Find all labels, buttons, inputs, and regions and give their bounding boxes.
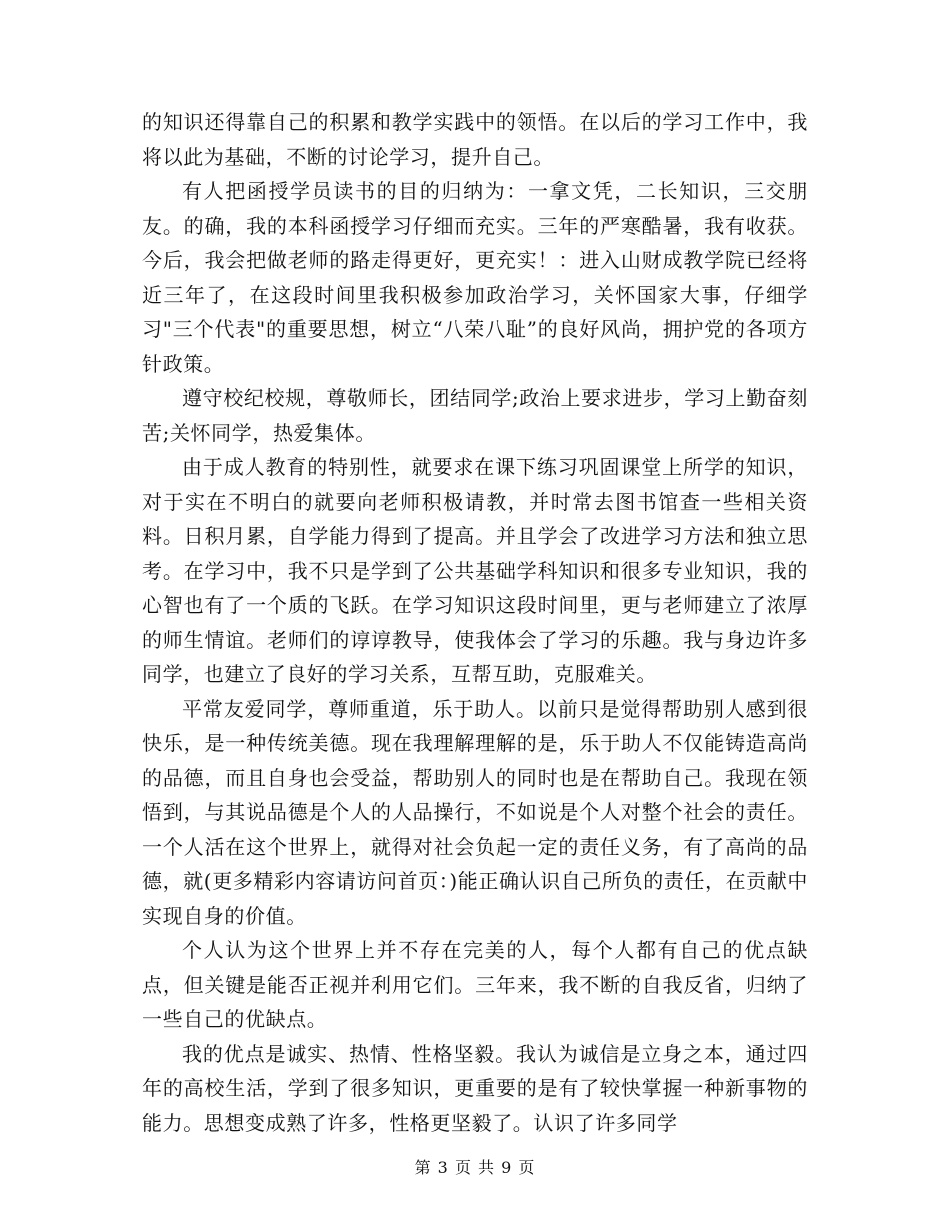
paragraph-self-reflection: 个人认为这个世界上并不存在完美的人，每个人都有自己的优点缺点，但关键是能否正视并利用它们。三年来，我不断的自我反省，归纳了一些自己的优缺点。 — [142, 938, 808, 1031]
page-number-footer: 第 3 页 共 9 页 — [414, 1158, 536, 1177]
paragraph-strengths: 我的优点是诚实、热情、性格坚毅。我认为诚信是立身之本，通过四年的高校生活，学到了很多知识，更重要的是有了较快掌握一种新事物的能力。思想变成熟了许多，性格更坚毅了。认识了许多同学 — [142, 1041, 808, 1135]
paragraph-adult-education: 由于成人教育的特别性，就要求在课下练习巩固课堂上所学的知识，对于实在不明白的就要向老师积极请教，并时常去图书馆查一些相关资料。日积月累，自学能力得到了提高。并且学会了改进学习方法和独立思考。在学习中，我不只是学到了公共基础学科知识和很多专业知识，我的心智也有了一个质的飞跃。在学习知识这段时间里，更与老师建立了浓厚的师生情谊。老师们的谆谆教导，使我体会了学习的乐趣。我与身边许多同学，也建立了良好的学习关系，互帮互助，克服难关。 — [142, 455, 808, 686]
paragraph-correspondence-study: 有人把函授学员读书的目的归纳为：一拿文凭，二长知识，三交朋友。的确，我的本科函授学习仔细而充实。三年的严寒酷暑，我有收获。今后，我会把做老师的路走得更好，更充实！：进入山财成教学院已经将近三年了，在这段时间里我积极参加政治学习，关怀国家大事，仔细学习"三个代表"的重要思想，树立“八荣八耻”的良好风尚，拥护党的各项方针政策。 — [142, 179, 808, 376]
document-body — [142, 105, 808, 1140]
paragraph-school-discipline: 遵守校纪校规，尊敬师长，团结同学;政治上要求进步，学习上勤奋刻苦;关怀同学，热爱集体。 — [142, 386, 808, 445]
paragraph-continuation: 的知识还得靠自己的积累和教学实践中的领悟。在以后的学习工作中，我将以此为基础，不断的讨论学习，提升自己。 — [142, 110, 808, 169]
paragraph-helping-others: 平常友爱同学，尊师重道，乐于助人。以前只是觉得帮助别人感到很快乐，是一种传统美德。现在我理解理解的是，乐于助人不仅能铸造高尚的品德，而且自身也会受益，帮助别人的同时也是在帮助自己。我现在领悟到，与其说品德是个人的人品操行，不如说是个人对整个社会的责任。一个人活在这个世界上，就得对社会负起一定的责任义务，有了高尚的品德，就(更多精彩内容请访问首页：)能正确认识自己所负的责任，在贡献中实现自身的价值。 — [142, 696, 809, 928]
